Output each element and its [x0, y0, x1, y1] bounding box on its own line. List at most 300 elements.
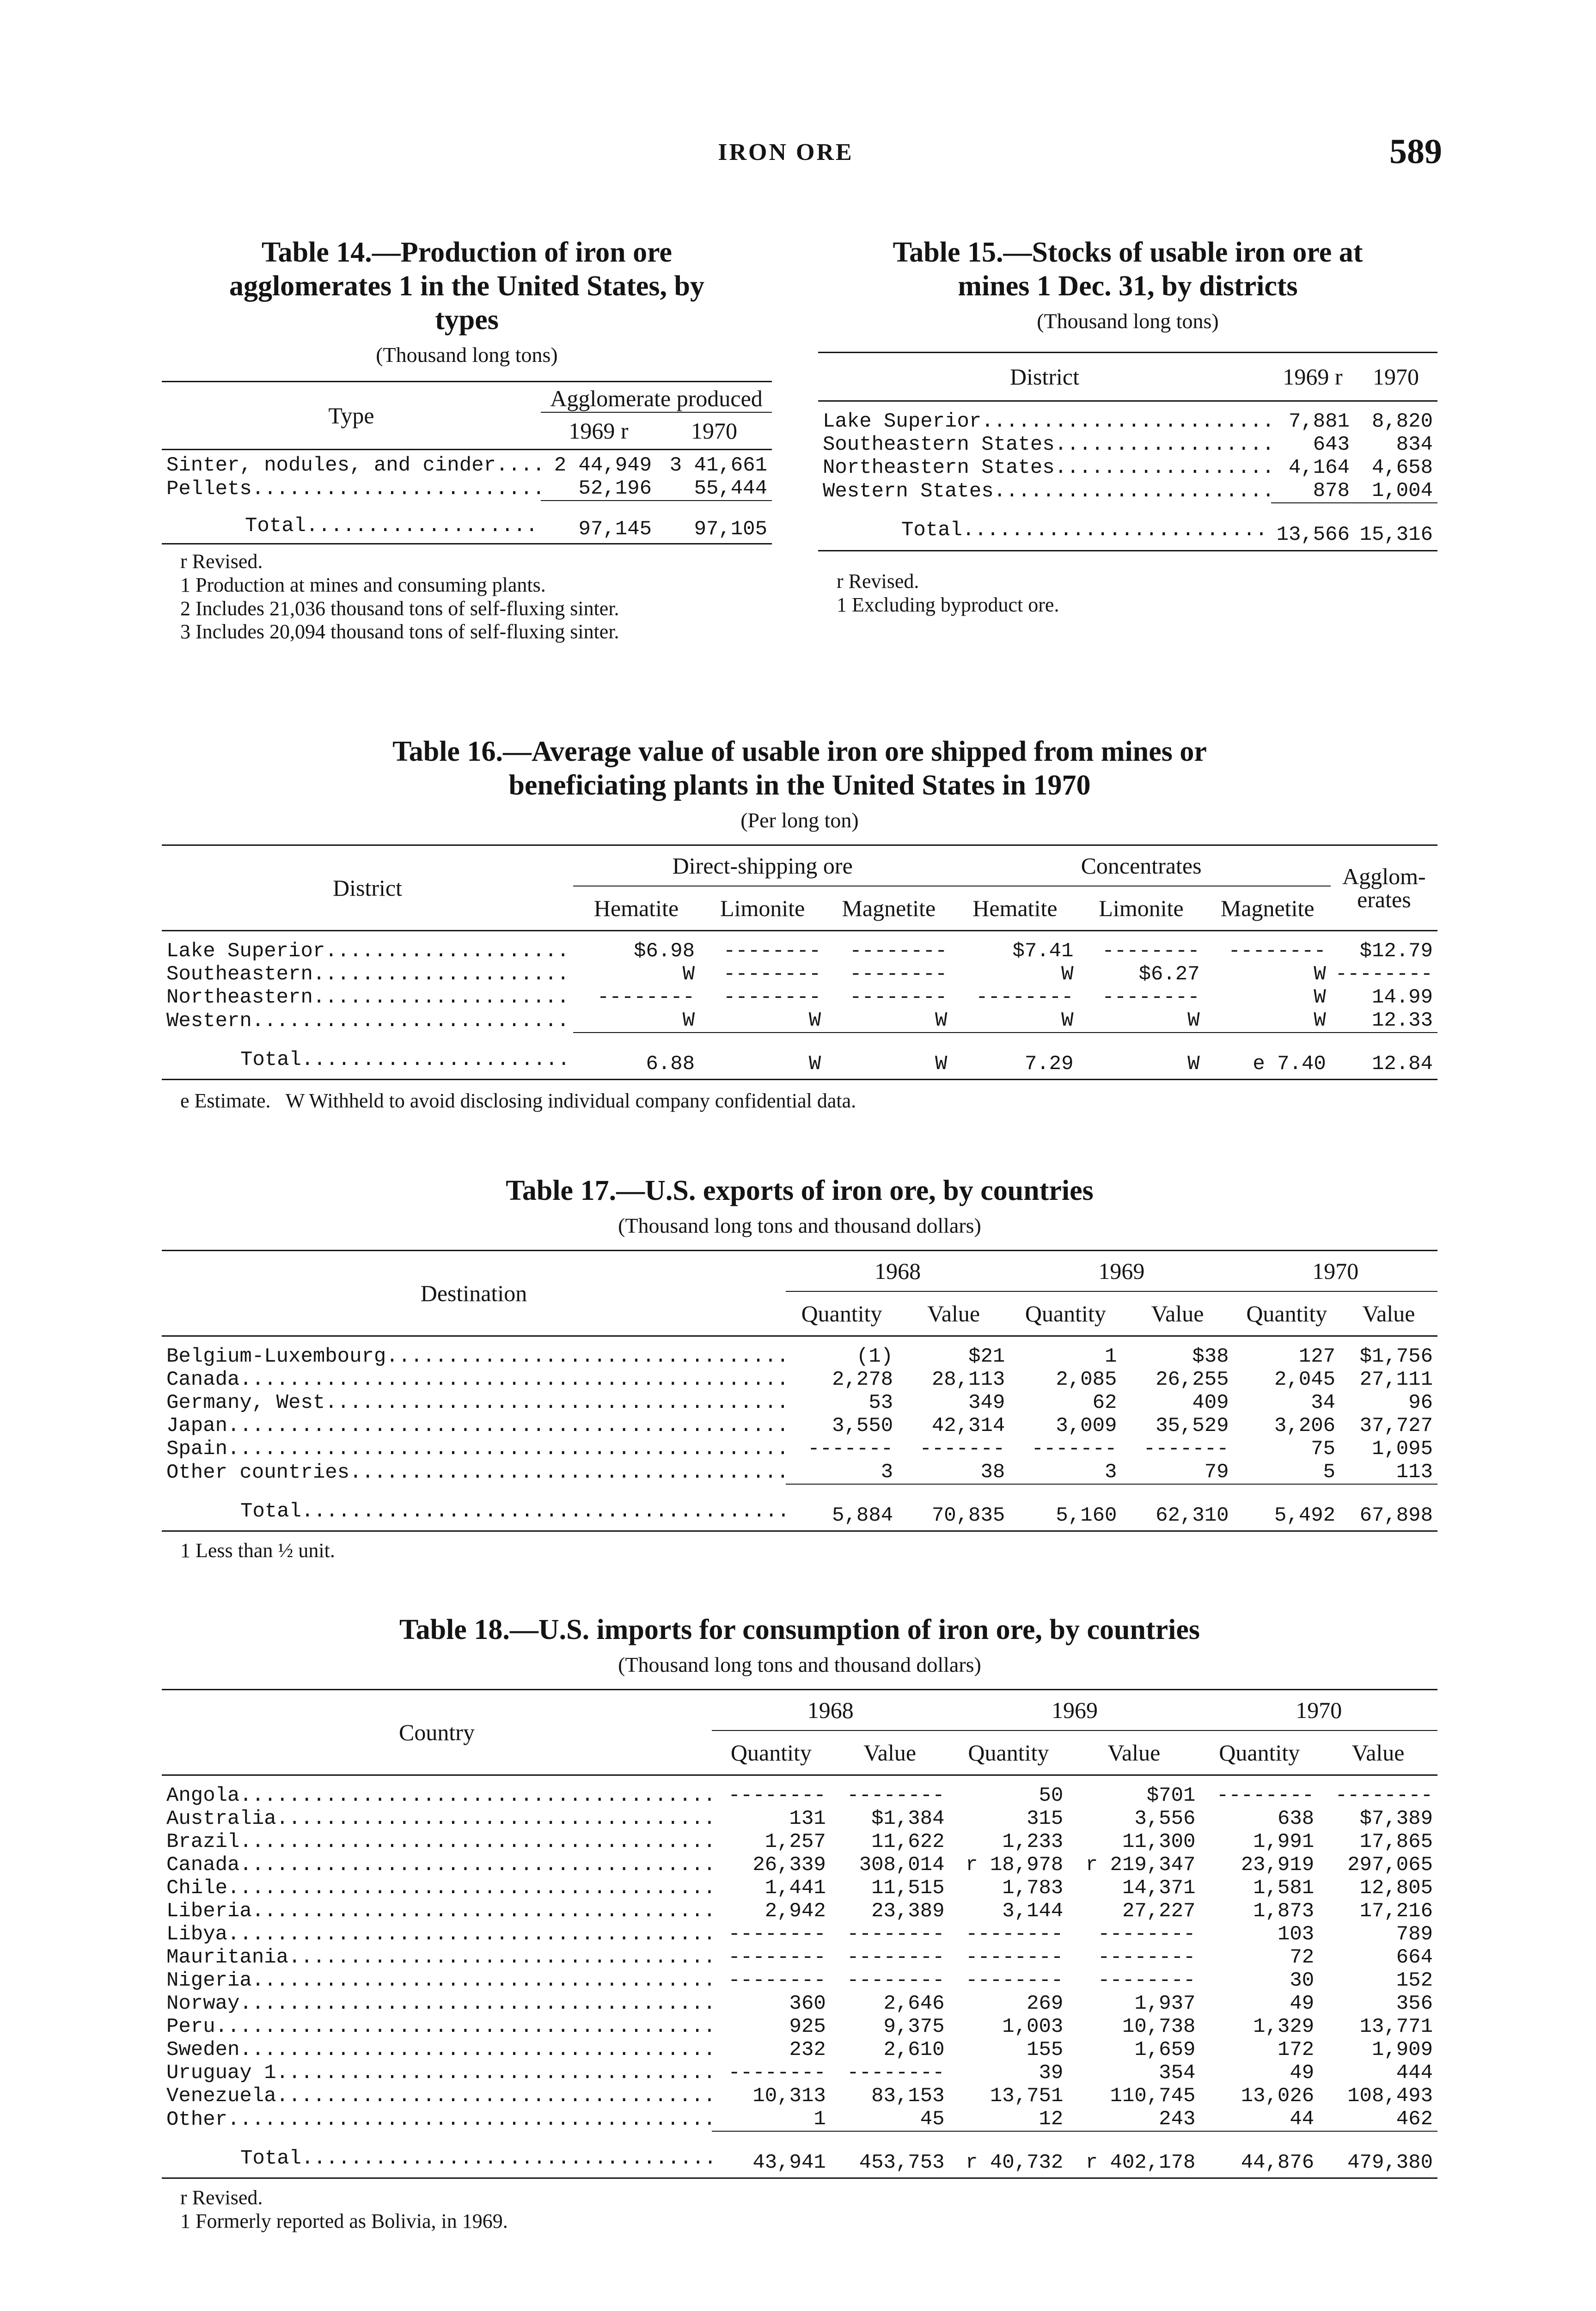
table17-cell: 37,727	[1359, 1414, 1433, 1438]
table-15-cell: 4,164	[1288, 456, 1350, 480]
table-18-note: 1 Formerly reported as Bolivia, in 1969.	[180, 2209, 508, 2232]
table-17-body	[162, 1336, 1437, 1531]
table16-row-label: Western	[166, 1009, 252, 1033]
table17-cell: $38	[1192, 1345, 1229, 1369]
table17-row-label: Belgium-Luxembourg	[166, 1345, 386, 1369]
running-title: IRON ORE	[718, 139, 854, 165]
page-number: 589	[1389, 132, 1442, 171]
table-18-col-value: Value	[1351, 1740, 1405, 1766]
table-row	[162, 1391, 1437, 1414]
table16-cell: --------	[723, 940, 821, 963]
table-15-row-label: Western States	[823, 479, 994, 503]
table-17-year-1969: 1969	[1009, 1251, 1233, 1292]
table18-cell: 103	[1277, 1923, 1315, 1946]
table18-cell: --------	[847, 1784, 945, 1808]
table18-row-label: Liberia	[166, 1900, 252, 1923]
table-17-note: 1 Less than ½ unit.	[180, 1539, 335, 1562]
table17-cell: 96	[1408, 1391, 1433, 1415]
table16-total-cell: 12.84	[1331, 1033, 1437, 1080]
table-18-col-country: Country	[399, 1719, 475, 1746]
table16-cell: $6.27	[1138, 963, 1200, 986]
table18-cell: 269	[1027, 1992, 1064, 2016]
table18-cell: 1,257	[764, 1830, 826, 1854]
table16-row-label: Lake Superior	[166, 940, 325, 963]
table16-total-cell: W	[826, 1033, 952, 1080]
table18-cell: r 219,347	[1085, 1853, 1196, 1877]
table18-cell: $7,389	[1359, 1807, 1433, 1831]
table18-cell: 925	[789, 2015, 826, 2039]
table18-cell: --------	[1098, 1946, 1196, 1969]
table18-cell: 155	[1027, 2038, 1064, 2062]
table-16-subcol: Magnetite	[1220, 895, 1315, 922]
table18-cell: 3,556	[1134, 1807, 1196, 1831]
table-17-col-quantity: Quantity	[801, 1301, 882, 1327]
table18-cell: --------	[1098, 1923, 1196, 1946]
table16-cell: --------	[850, 963, 948, 986]
table-row-total	[818, 503, 1437, 551]
table18-cell: 1,909	[1371, 2038, 1433, 2062]
table18-cell: 308,014	[859, 1853, 945, 1877]
table-row	[162, 2085, 1437, 2108]
table-row	[162, 1775, 1437, 1808]
table18-cell: 243	[1159, 2108, 1196, 2131]
table16-total-cell: e 7.40	[1205, 1033, 1331, 1080]
table18-cell: 1,873	[1253, 1900, 1315, 1923]
table17-cell: 2,085	[1056, 1368, 1117, 1392]
table-row	[162, 1414, 1437, 1437]
table-18-grid	[162, 1689, 1437, 2179]
table-14-cell: 52,196	[578, 477, 652, 501]
table18-cell: 789	[1396, 1923, 1433, 1946]
table-14-col-1969: 1969 r	[569, 418, 629, 444]
table18-cell: --------	[1335, 1784, 1433, 1808]
table18-row-label: Angola	[166, 1784, 240, 1808]
table-14-cell: 55,444	[694, 477, 767, 501]
table18-row-label: Sweden	[166, 2038, 240, 2062]
table-row	[162, 1877, 1437, 1900]
table17-cell: 62	[1092, 1391, 1117, 1415]
table-17-col-value: Value	[927, 1301, 980, 1327]
table16-cell: W	[808, 1009, 821, 1033]
table-15-unit: (Thousand long tons)	[1037, 309, 1219, 333]
table-14-unit: (Thousand long tons)	[376, 343, 558, 367]
table18-total-cell: r 402,178	[1068, 2131, 1200, 2178]
table-row	[818, 401, 1437, 434]
table18-cell: --------	[728, 1784, 826, 1808]
table-16-group-direct: Direct-shipping ore	[573, 845, 952, 886]
table-14-col-group: Agglomerate produced	[541, 382, 772, 413]
table18-cell: $1,384	[871, 1807, 945, 1831]
table18-cell: 13,751	[990, 2085, 1064, 2108]
table17-cell: 75	[1311, 1437, 1336, 1461]
table18-cell: 17,865	[1359, 1830, 1433, 1854]
table-18-notes	[162, 2186, 1437, 2233]
table-14	[162, 236, 772, 644]
table-row	[162, 1969, 1437, 1992]
table-18-col-quantity: Quantity	[730, 1740, 812, 1766]
table-17-unit: (Thousand long tons and thousand dollars)	[618, 1214, 981, 1238]
table-15-cell: 13,566	[1271, 503, 1354, 551]
table-14-row-label: Pellets	[166, 477, 252, 501]
table18-cell: 27,227	[1122, 1900, 1196, 1923]
table16-cell: --------	[976, 986, 1074, 1009]
table16-cell: --------	[850, 986, 948, 1009]
table-17-year-1970: 1970	[1234, 1251, 1437, 1292]
table-17-col-destination: Destination	[420, 1280, 527, 1307]
table-row	[162, 931, 1437, 963]
table18-cell: 23,389	[871, 1900, 945, 1923]
table-15-cell: 1,004	[1371, 479, 1433, 503]
table16-total-cell: W	[1078, 1033, 1205, 1080]
table18-cell: 11,515	[871, 1877, 945, 1900]
table18-cell: 1,937	[1134, 1992, 1196, 2016]
table18-total-cell: 479,380	[1319, 2131, 1437, 2178]
table18-row-label: Other	[166, 2108, 228, 2131]
table18-cell: 1,659	[1134, 2038, 1196, 2062]
table16-total-label: Total	[240, 1048, 302, 1072]
table-14-note: 3 Includes 20,094 thousand tons of self-fluxing sinter.	[180, 620, 619, 643]
table18-cell: 14,371	[1122, 1877, 1196, 1900]
table-17-grid	[162, 1250, 1437, 1532]
table18-cell: 23,919	[1241, 1853, 1315, 1877]
table-15	[818, 236, 1437, 617]
table-18-unit: (Thousand long tons and thousand dollars)	[618, 1653, 981, 1677]
table-row	[162, 450, 772, 477]
table-16-subcol: Hematite	[593, 895, 679, 922]
table17-row-label: Germany, West	[166, 1391, 325, 1415]
table-15-total-label: Total	[901, 519, 963, 542]
table-18-body	[162, 1775, 1437, 2178]
table18-total-cell: 43,941	[712, 2131, 831, 2178]
table17-total-cell: 5,160	[1009, 1484, 1121, 1531]
table18-cell: $701	[1146, 1784, 1196, 1808]
table-row	[818, 479, 1437, 503]
table18-row-label: Chile	[166, 1877, 228, 1900]
table18-cell: --------	[847, 1946, 945, 1969]
table18-cell: 30	[1290, 1969, 1315, 1993]
table-row	[162, 2015, 1437, 2038]
table16-cell: W	[935, 1009, 948, 1033]
table18-cell: 3,144	[1002, 1900, 1064, 1923]
table-15-note: 1 Excluding byproduct ore.	[837, 593, 1059, 616]
table17-cell: 3	[881, 1461, 893, 1484]
table18-cell: 1,441	[764, 1877, 826, 1900]
table17-cell: 3,009	[1056, 1414, 1117, 1438]
table-14-cell: 2 44,949	[554, 454, 652, 477]
table-row	[162, 1853, 1437, 1877]
table-row	[162, 1437, 1437, 1461]
table-18-year-1970: 1970	[1200, 1690, 1437, 1731]
table17-cell: -------	[1143, 1437, 1229, 1461]
table18-total-cell: 453,753	[831, 2131, 949, 2178]
table17-cell: 42,314	[931, 1414, 1005, 1438]
table17-cell: 409	[1192, 1391, 1229, 1415]
table-row	[162, 1900, 1437, 1923]
table-14-note: 2 Includes 21,036 thousand tons of self-fluxing sinter.	[180, 597, 619, 620]
table17-cell: $1,756	[1359, 1345, 1433, 1369]
table18-row-label: Venezuela	[166, 2085, 276, 2108]
table18-cell: 12	[1039, 2108, 1064, 2131]
table17-cell: 3	[1105, 1461, 1117, 1484]
table18-cell: --------	[847, 1923, 945, 1946]
table-18-year-1968: 1968	[712, 1690, 949, 1731]
table-17	[162, 1174, 1437, 1563]
table18-cell: 83,153	[871, 2085, 945, 2108]
table-17-col-value: Value	[1151, 1301, 1204, 1327]
table-row	[162, 2061, 1437, 2085]
table16-cell: --------	[1102, 940, 1200, 963]
table-14-note: 1 Production at mines and consuming plants.	[180, 574, 546, 597]
table-row	[162, 1368, 1437, 1391]
table16-row-label: Southeastern	[166, 963, 313, 986]
table17-cell: -------	[807, 1437, 893, 1461]
table16-cell: $6.98	[634, 940, 695, 963]
table-18-col-quantity: Quantity	[968, 1740, 1049, 1766]
table-17-col-quantity: Quantity	[1025, 1301, 1106, 1327]
table-row	[162, 2108, 1437, 2131]
table18-cell: 462	[1396, 2108, 1433, 2131]
table-15-col-1969: 1969 r	[1283, 364, 1343, 390]
table16-cell: 14.99	[1371, 986, 1433, 1009]
table17-row-label: Spain	[166, 1437, 228, 1461]
table18-row-label: Peru	[166, 2015, 215, 2039]
table17-cell: 1,095	[1371, 1437, 1433, 1461]
table17-total-cell: 67,898	[1340, 1484, 1437, 1531]
table-16-subcol: Hematite	[972, 895, 1058, 922]
table18-cell: --------	[966, 1923, 1064, 1946]
table18-cell: 13,771	[1359, 2015, 1433, 2039]
table-17-col-quantity: Quantity	[1246, 1301, 1327, 1327]
table17-cell: (1)	[856, 1345, 893, 1369]
table-15-title: Table 15.—Stocks of usable iron ore at mines 1 Dec. 31, by districts	[893, 237, 1363, 302]
table18-cell: 49	[1290, 2061, 1315, 2085]
table-15-cell: 643	[1313, 433, 1350, 457]
table-16-group-concentrates: Concentrates	[952, 845, 1330, 886]
table18-cell: 638	[1277, 1807, 1315, 1831]
table18-cell: --------	[847, 1969, 945, 1993]
table18-cell: 297,065	[1347, 1853, 1433, 1877]
table-15-col-district: District	[1010, 364, 1079, 390]
table-15-col-1970: 1970	[1373, 364, 1419, 390]
table17-cell: $21	[968, 1345, 1005, 1369]
table18-cell: 44	[1290, 2108, 1315, 2131]
table18-row-label: Australia	[166, 1807, 276, 1831]
table-15-notes	[818, 570, 1437, 617]
table18-cell: 1,581	[1253, 1877, 1315, 1900]
table18-cell: 152	[1396, 1969, 1433, 1993]
table18-cell: 1,003	[1002, 2015, 1064, 2039]
table-14-col-1970: 1970	[691, 418, 737, 444]
table18-total-cell: r 40,732	[949, 2131, 1068, 2178]
table18-cell: --------	[728, 2061, 826, 2085]
table16-cell: --------	[1228, 940, 1326, 963]
table18-cell: 12,805	[1359, 1877, 1433, 1900]
table-16	[162, 735, 1437, 1113]
table17-total-label: Total	[240, 1500, 302, 1523]
table18-cell: 2,646	[883, 1992, 945, 2016]
table-row	[162, 477, 772, 501]
table18-cell: 2,942	[764, 1900, 826, 1923]
table-18-col-quantity: Quantity	[1219, 1740, 1300, 1766]
table17-cell: -------	[919, 1437, 1005, 1461]
table18-cell: 26,339	[752, 1853, 826, 1877]
table-15-row-label: Southeastern States	[823, 433, 1055, 457]
table-16-body	[162, 931, 1437, 1080]
table18-row-label: Nigeria	[166, 1969, 252, 1993]
table-row	[162, 1807, 1437, 1830]
table18-cell: --------	[966, 1946, 1064, 1969]
table-14-cell: 97,145	[541, 501, 656, 544]
table16-cell: $7.41	[1012, 940, 1074, 963]
table16-cell: W	[1061, 1009, 1074, 1033]
table16-cell: --------	[723, 963, 821, 986]
table16-total-cell: 6.88	[573, 1033, 699, 1080]
table18-cell: --------	[1098, 1969, 1196, 1993]
table18-row-label: Norway	[166, 1992, 240, 2016]
table18-cell: 45	[920, 2108, 945, 2131]
table18-cell: 1,991	[1253, 1830, 1315, 1854]
table-15-note: r Revised.	[837, 570, 919, 593]
table-18-note: r Revised.	[180, 2186, 263, 2209]
table17-cell: 5	[1323, 1461, 1336, 1484]
table-14-cell: 97,105	[656, 501, 772, 544]
table16-cell: W	[682, 963, 695, 986]
table17-cell: 34	[1311, 1391, 1336, 1415]
table17-cell: 26,255	[1156, 1368, 1229, 1392]
table-14-grid	[162, 381, 772, 544]
table-17-title: Table 17.—U.S. exports of iron ore, by countries	[506, 1175, 1094, 1206]
table18-cell: 1,783	[1002, 1877, 1064, 1900]
table18-cell: 9,375	[883, 2015, 945, 2039]
table18-row-label: Mauritania	[166, 1946, 289, 1969]
table-14-note: r Revised.	[180, 550, 263, 573]
table17-cell: 38	[980, 1461, 1005, 1484]
table18-total-cell: 44,876	[1200, 2131, 1319, 2178]
table-row	[162, 1336, 1437, 1369]
table-15-grid	[818, 352, 1437, 551]
table-16-subcol: Magnetite	[842, 895, 936, 922]
table18-cell: 50	[1039, 1784, 1064, 1808]
table-16-subcol: Limonite	[1099, 895, 1184, 922]
table-row	[162, 986, 1437, 1009]
table17-total-cell: 62,310	[1121, 1484, 1233, 1531]
table16-cell: W	[1314, 1009, 1326, 1033]
table-row	[162, 1461, 1437, 1484]
table18-cell: 1,233	[1002, 1830, 1064, 1854]
table-row	[818, 433, 1437, 456]
table18-cell: 354	[1159, 2061, 1196, 2085]
table18-cell: 356	[1396, 1992, 1433, 2016]
table18-cell: 10,738	[1122, 2015, 1196, 2039]
table17-cell: 27,111	[1359, 1368, 1433, 1392]
table-16-title: Table 16.—Average value of usable iron ore shipped from mines or beneficiating plants in the United States in 1970	[392, 736, 1207, 801]
table17-cell: 3,206	[1274, 1414, 1336, 1438]
table-16-note: e Estimate. W Withheld to avoid disclosing individual company confidential data.	[180, 1089, 856, 1113]
table18-cell: --------	[966, 1969, 1064, 1993]
table18-total-label: Total	[240, 2147, 302, 2170]
table-16-col-district: District	[333, 875, 402, 901]
table-row-total	[162, 1033, 1437, 1080]
table18-cell: 49	[1290, 1992, 1315, 2016]
table18-row-label: Canada	[166, 1853, 240, 1877]
table-18-title: Table 18.—U.S. imports for consumption of iron ore, by countries	[399, 1614, 1200, 1645]
table-14-title: Table 14.—Production of iron ore agglomerates 1 in the United States, by types	[229, 237, 705, 336]
table-row	[162, 1992, 1437, 2015]
table16-cell: W	[682, 1009, 695, 1033]
table18-cell: 1,329	[1253, 2015, 1315, 2039]
table16-cell: --------	[850, 940, 948, 963]
table18-cell: --------	[1216, 1784, 1315, 1808]
table-15-cell: 834	[1396, 433, 1433, 457]
table-15-cell: 15,316	[1354, 503, 1437, 551]
table17-cell: -------	[1031, 1437, 1117, 1461]
table-row	[162, 1830, 1437, 1853]
table18-cell: 11,300	[1122, 1830, 1196, 1854]
table-row	[162, 1946, 1437, 1969]
table16-row-label: Northeastern	[166, 986, 313, 1009]
table18-cell: 39	[1039, 2061, 1064, 2085]
table16-total-cell: W	[699, 1033, 826, 1080]
table-16-subcol: Limonite	[720, 895, 805, 922]
table-16-unit: (Per long ton)	[740, 808, 859, 832]
table17-cell: 3,550	[832, 1414, 893, 1438]
table-16-col-agglomerates: Agglom- erates	[1342, 863, 1426, 913]
table18-cell: 72	[1290, 1946, 1315, 1969]
table-14-col-type: Type	[328, 403, 374, 429]
table16-cell: --------	[1102, 986, 1200, 1009]
table16-cell: W	[1061, 963, 1074, 986]
table-18-col-value: Value	[863, 1740, 917, 1766]
table18-row-label: Brazil	[166, 1830, 240, 1854]
table-row-total	[162, 1484, 1437, 1531]
table17-total-cell: 5,492	[1234, 1484, 1340, 1531]
table-15-row-label: Lake Superior	[823, 410, 982, 434]
table18-cell: 232	[789, 2038, 826, 2062]
table18-cell: 360	[789, 1992, 826, 2016]
table17-cell: 2,045	[1274, 1368, 1336, 1392]
table18-cell: 444	[1396, 2061, 1433, 2085]
table17-cell: 127	[1298, 1345, 1336, 1369]
table18-cell: 11,622	[871, 1830, 945, 1854]
table18-cell: 664	[1396, 1946, 1433, 1969]
table18-cell: 110,745	[1110, 2085, 1196, 2108]
table16-cell: --------	[597, 986, 695, 1009]
table18-cell: 13,026	[1241, 2085, 1315, 2108]
table-15-cell: 4,658	[1371, 456, 1433, 480]
table-row-total	[162, 2131, 1437, 2178]
table17-cell: 53	[868, 1391, 893, 1415]
table18-cell: 2,610	[883, 2038, 945, 2062]
table17-cell: 349	[968, 1391, 1005, 1415]
table-18-year-1969: 1969	[949, 1690, 1200, 1731]
table17-cell: 35,529	[1156, 1414, 1229, 1438]
table17-total-cell: 70,835	[898, 1484, 1009, 1531]
table17-cell: 28,113	[931, 1368, 1005, 1392]
table16-cell: --------	[1335, 963, 1433, 986]
table-row	[818, 456, 1437, 479]
table17-cell: 2,278	[832, 1368, 893, 1392]
table-row	[162, 2038, 1437, 2061]
table17-cell: 113	[1396, 1461, 1433, 1484]
table18-cell: 17,216	[1359, 1900, 1433, 1923]
table-18	[162, 1613, 1437, 2233]
table17-cell: 1	[1105, 1345, 1117, 1369]
table16-total-cell: 7.29	[952, 1033, 1078, 1080]
table16-cell: W	[1314, 986, 1326, 1009]
table-17-year-1968: 1968	[786, 1251, 1009, 1292]
table17-row-label: Canada	[166, 1368, 240, 1392]
table17-total-cell: 5,884	[786, 1484, 898, 1531]
